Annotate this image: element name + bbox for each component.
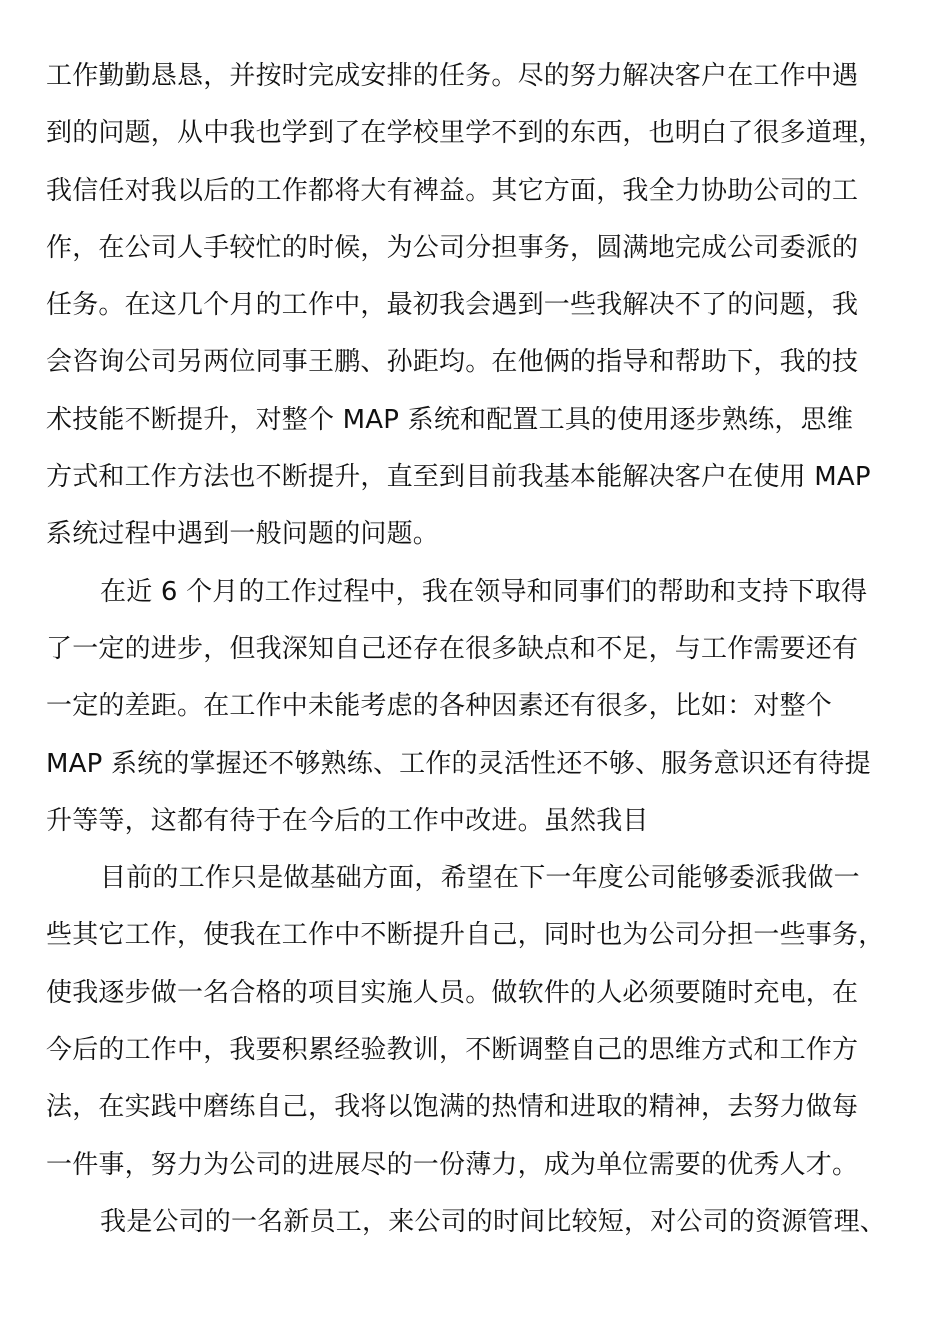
text-line: 方式和工作方法也不断提升，直至到目前我基本能解决客户在使用 MAP — [46, 462, 871, 493]
document-body — [46, 48, 906, 1251]
text-line: 了一定的进步，但我深知自己还存在很多缺点和不足，与工作需要还有 — [46, 633, 859, 664]
text-line: 在近 6 个月的工作过程中，我在领导和同事们的帮助和支持下取得 — [100, 576, 868, 607]
text-line: 术技能不断提升，对整个 MAP 系统和配置工具的使用逐步熟练，思维 — [46, 404, 854, 435]
text-line: 会咨询公司另两位同事王鹏、孙距均。在他俩的指导和帮助下，我的技 — [46, 347, 859, 378]
text-line: MAP 系统的掌握还不够熟练、工作的灵活性还不够、服务意识还有待提 — [46, 748, 871, 779]
text-line: 我是公司的一名新员工，来公司的时间比较短，对公司的资源管理、 — [100, 1206, 887, 1237]
text-line: 工作勤勤恳恳，并按时完成安排的任务。尽的努力解决客户在工作中遇 — [46, 61, 859, 91]
text-line: 法，在实践中磨练自己，我将以饱满的热情和进取的精神，去努力做每 — [46, 1092, 859, 1123]
text-line: 些其它工作，使我在工作中不断提升自己，同时也为公司分担一些事务， — [46, 920, 885, 951]
text-line: 作，在公司人手较忙的时候，为公司分担事务，圆满地完成公司委派的 — [46, 232, 859, 263]
text-line: 我信任对我以后的工作都将大有裨益。其它方面，我全力协助公司的工 — [46, 175, 859, 206]
text-line: 升等等，这都有待于在今后的工作中改进。虽然我目 — [46, 805, 649, 836]
text-line: 一定的差距。在工作中未能考虑的各种因素还有很多，比如：对整个 — [46, 691, 833, 722]
text-line: 今后的工作中，我要积累经验教训，不断调整自己的思维方式和工作方 — [46, 1035, 859, 1066]
text-line: 一件事，努力为公司的进展尽的一份薄力，成为单位需要的优秀人才。 — [46, 1149, 859, 1180]
text-line: 到的问题，从中我也学到了在学校里学不到的东西，也明白了很多道理， — [46, 118, 885, 149]
text-line: 目前的工作只是做基础方面，希望在下一年度公司能够委派我做一 — [100, 863, 860, 894]
text-line: 使我逐步做一名合格的项目实施人员。做软件的人必须要随时充电，在 — [46, 977, 859, 1008]
text-line: 系统过程中遇到一般问题的问题。 — [46, 519, 440, 550]
text-line: 任务。在这几个月的工作中，最初我会遇到一些我解决不了的问题，我 — [46, 290, 859, 321]
